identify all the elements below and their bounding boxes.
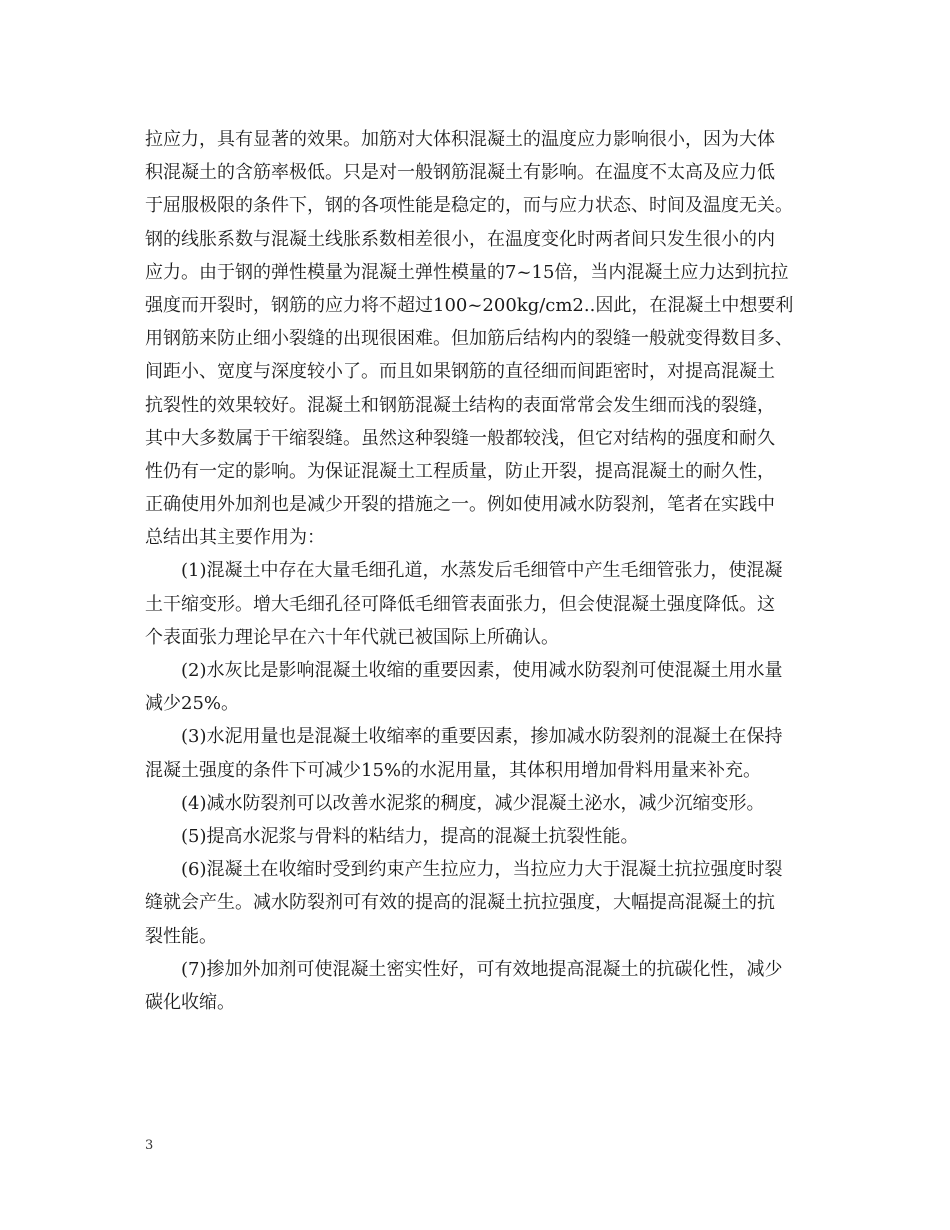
text-line: 缝就会产生。减水防裂剂可有效的提高的混凝土抗拉强度，大幅提高混凝土的抗: [145, 892, 775, 914]
text-line: 碳化收缩。: [145, 991, 235, 1013]
paragraph-item-4: [145, 787, 810, 820]
text-line: 混凝土强度的条件下可减少15%的水泥用量，其体积用增加骨料用量来补充。: [145, 759, 762, 781]
text-line: 抗裂性的效果较好。混凝土和钢筋混凝土结构的表面常常会发生细而浅的裂缝，: [145, 394, 775, 416]
paragraph-item-5: [145, 820, 810, 853]
text-line: (2)水灰比是影响混凝土收缩的重要因素，使用减水防裂剂可使混凝土用水量: [145, 660, 783, 681]
paragraph-item-6: [145, 853, 810, 953]
text-line: 正确使用外加剂也是减少开裂的措施之一。例如使用减水防裂剂，笔者在实践中: [145, 494, 775, 516]
text-line: 性仍有一定的影响。为保证混凝土工程质量，防止开裂，提高混凝土的耐久性，: [145, 460, 775, 482]
text-line: 用钢筋来防止细小裂缝的出现很困难。但加筋后结构内的裂缝一般就变得数目多、: [145, 328, 793, 350]
text-line: 个表面张力理论早在六十年代就已被国际上所确认。: [145, 626, 559, 648]
page-number: 3: [145, 1138, 154, 1153]
text-line: 减少25%。: [145, 693, 240, 715]
text-line: 钢的线胀系数与混凝土线胀系数相差很小，在温度变化时两者间只发生很小的内: [145, 228, 775, 250]
paragraph-item-2: [145, 654, 810, 720]
text-line: (4)减水防裂剂可以改善水泥浆的稠度，减少混凝土泌水，减少沉缩变形。: [145, 792, 765, 814]
text-line: 积混凝土的含筋率极低。只是对一般钢筋混凝土有影响。在温度不太高及应力低: [145, 162, 775, 184]
paragraph-intro: [145, 123, 810, 554]
text-line: 强度而开裂时，钢筋的应力将不超过100~200kg/cm2..因此，在混凝土中想要利: [145, 294, 794, 316]
text-line: 于屈服极限的条件下，钢的各项性能是稳定的，而与应力状态、时间及温度无关。: [145, 195, 793, 217]
text-line: 应力。由于钢的弹性模量为混凝土弹性模量的7~15倍，当内混凝土应力达到抗拉: [145, 261, 789, 283]
text-line: 裂性能。: [145, 925, 217, 947]
text-line: 拉应力，具有显著的效果。加筋对大体积混凝土的温度应力影响很小，因为大体: [145, 129, 775, 150]
text-line: (6)混凝土在收缩时受到约束产生拉应力，当拉应力大于混凝土抗拉强度时裂: [145, 859, 783, 881]
paragraph-item-7: [145, 953, 810, 1019]
text-line: 间距小、宽度与深度较小了。而且如果钢筋的直径细而间距密时，对提高混凝土: [145, 361, 775, 383]
paragraph-item-1: [145, 554, 810, 654]
text-line: 总结出其主要作用为：: [145, 527, 325, 549]
document-body: [145, 123, 810, 1019]
text-line: (5)提高水泥浆与骨料的粘结力，提高的混凝土抗裂性能。: [145, 825, 639, 847]
text-line: (7)掺加外加剂可使混凝土密实性好，可有效地提高混凝土的抗碳化性，减少: [145, 958, 783, 980]
paragraph-item-3: [145, 720, 810, 786]
text-line: (1)混凝土中存在大量毛细孔道，水蒸发后毛细管中产生毛细管张力，使混凝: [145, 560, 783, 582]
text-line: (3)水泥用量也是混凝土收缩率的重要因素，掺加减水防裂剂的混凝土在保持: [145, 726, 783, 748]
text-line: 土干缩变形。增大毛细孔径可降低毛细管表面张力，但会使混凝土强度降低。这: [145, 593, 775, 615]
text-line: 其中大多数属于干缩裂缝。虽然这种裂缝一般都较浅，但它对结构的强度和耐久: [145, 427, 775, 449]
